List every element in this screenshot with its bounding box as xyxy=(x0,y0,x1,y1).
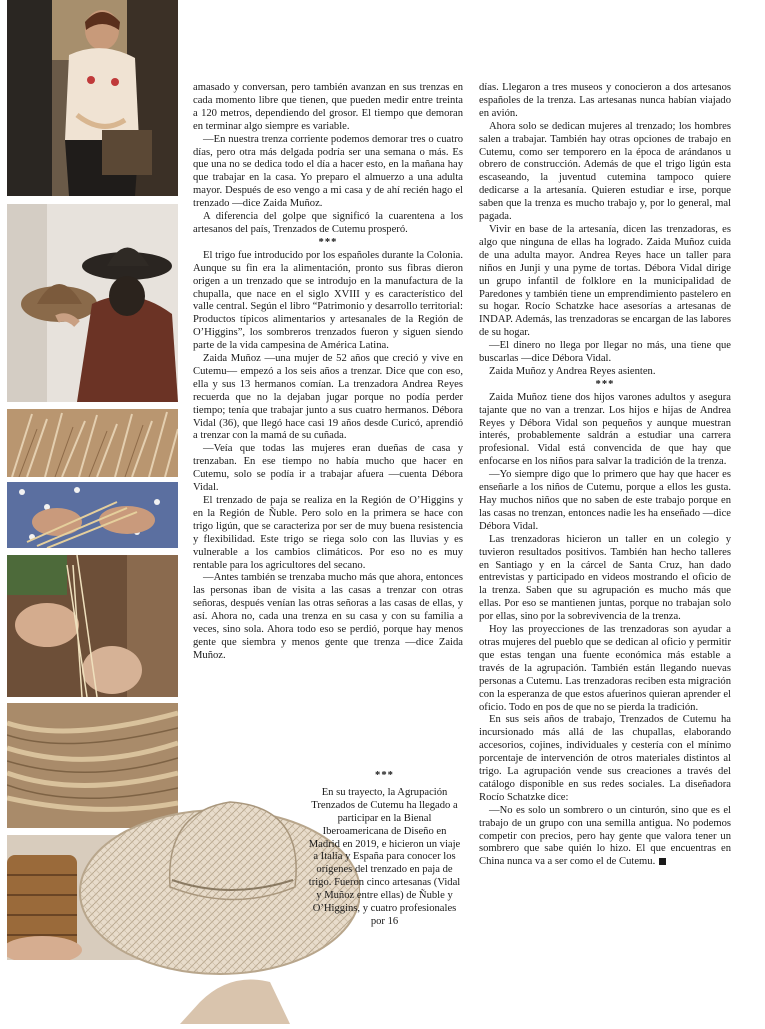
paragraph: —Veía que todas las mujeres eran dueñas de casa y trenzaban. En ese tiempo no había mucho que hacer en Cutemu, solo se podía ir a trabajar afuera —cuenta Débora Vidal. xyxy=(193,443,463,494)
paragraph: Zaida Muñoz tiene dos hijos varones adultos y asegura tajante que no van a trenzar. Los hijos e hijas de Andrea Reyes y Débora Vidal son pequeños y aunque muestran interés, probablemente saldrán a estudiar una carrera profesional. Vidal está convencida de que hay que enfocarse en los niños para salvar la tradición de la trenza. xyxy=(479,391,731,468)
paragraph: A diferencia del golpe que significó la cuarentena a los artesanos del país, Trenzados de Cutemu prosperó. xyxy=(193,211,463,235)
photo-hat-try-on xyxy=(7,204,178,402)
paragraph: —En nuestra trenza corriente podemos demorar tres o cuatro días, pero otra más delgada podría ser una semana o más. Es que una no se dedica todo el día a hacer esto, en la mañana hay que trabajar en la casa. Yo preparo el almuerzo a una adulta mayor. Después de eso vengo a mi casa y de ahí recién hago el trenzado —dice Zaida Muñoz. xyxy=(193,133,463,210)
photo-hands-holding-straw xyxy=(7,555,178,697)
end-of-article-mark xyxy=(659,858,666,865)
paragraph: El trenzado de paja se realiza en la Región de O’Higgins y en la Región de Ñuble. Pero solo en la primera se hace con trigo ligún, que se caracteriza por ser de muy buena resistencia y flexibilidad. Este trigo se riega solo con las lluvias y es vulnerable a los cambios climáticos. Por eso no es muy rentable para los agricultores del secano. xyxy=(193,495,463,571)
paragraph: —El dinero no llega por llegar no más, una tiene que buscarlas —dice Débora Vidal. xyxy=(479,340,731,365)
paragraph: —Yo siempre digo que lo primero que hay que hacer es enseñarle a los niños de Cutemu, porque a ellos les gusta. Hay muchos niños que no saben de este trabajo porque en las casas no trenzan, entonces nadie les ha enseñado —dice Débora Vidal. xyxy=(479,469,731,532)
paragraph: En sus seis años de trabajo, Trenzados de Cutemu ha incursionado más allá de las chupallas, elaborando accesorios, cojines, individuales y cestería con el mínimo porcentaje de intervención de otros materiales distintos al trigo. La agrupación vende sus creaciones a través del catálogo disponible en sus redes sociales. La diseñadora Rocío Schatzke dice: xyxy=(479,714,731,803)
section-separator: *** xyxy=(318,236,338,248)
paragraph: amasado y conversan, pero también avanzan en sus trenzas en cada momento libre que tienen, que pueden medir entre treinta a 120 metros, dependiendo del grosor. El tiempo que demoran en terminar algo siempre es variable. xyxy=(193,82,463,132)
paragraph: Zaida Muñoz —una mujer de 52 años que creció y vive en Cutemu— empezó a los seis años a trenzar. Dice que con eso, ella y sus 13 hermanos comían. La trenzadora Andrea Reyes recuerda que no la dejaban jugar porque no podía perder tiempo; tenía que trabajar junto a sus cuatro hermanos. Débora Vidal (36), que llegó hace casi 19 años desde Curicó, aprendió a trenzar con la mamá de su cuñada. xyxy=(193,353,463,442)
paragraph: En su trayecto, la Agrupación Trenzados de Cutemu ha llegado a participar en la Bienal Iberoamericana de Diseño en Madrid en 2019, e hicieron un viaje a Italia y España para conocer los orígenes del trenzado en paja de trigo. Fueron cinco artesanas (Vidal y Muñoz entre ellas) de Ñuble y O’Higgins, y cuatro profesionales por 16 xyxy=(308,786,461,927)
article-column-1 xyxy=(193,82,463,663)
paragraph-final xyxy=(479,805,731,870)
paragraph: Las trenzadoras hicieron un taller en un colegio y tuvieron resultados positivos. También han hecho talleres en Santiago y en la cárcel de Santa Cruz, han dado entrevistas y participado en videos mostrando el oficio de la trenza. Saben que su agrupación es mucho más que ellas. Por eso se mantienen juntas, porque no trabajan solo por ellas, sino por la sobrevivencia de la trenza. xyxy=(479,533,731,623)
paragraph: Ahora solo se dedican mujeres al trenzado; los hombres salen a trabajar. También hay otras opciones de trabajo en Cutemu, como ser temporero en la época de arándanos u obrero de construcción. Además de que el trigo ligún esta escaseando, la juventud cutemina tampoco quiere dedicarse a la artesanía. Quieren estudiar e irse, porque saben que la trenza es mucho trabajo y, por lo general, mal pagada. xyxy=(479,120,731,223)
paragraph: Hoy las proyecciones de las trenzadoras son ayudar a otras mujeres del pueblo que se dedican al oficio y permitir que estas tengan una fuente económica más estable a través de la agrupación. También están llegando nuevas personas a Cutemu. Las trenzadoras reciben esta migración con la esperanza de que estos afuerinos quieran aprender el oficio. Todo en pos de que no se pierda la tradición. xyxy=(479,624,731,713)
paragraph: El trigo fue introducido por los españoles durante la Colonia. Aunque su fin era la alimentación, pronto sus fibras dieron origen a un trenzado que se introdujo en la manufactura de la chupalla, que nace en el siglo XVIII y es característico del valle central. Según el libro “Patrimonio y desarrollo territorial: Productos típicos alimentarios y artesanales de la Región de O’Higgins”, los sombreros trenzados fueron y siguen siendo parte de la vida campesina de América Latina. xyxy=(193,249,463,352)
paragraph: días. Llegaron a tres museos y conocieron a dos artesanos españoles de la trenza. Las artesanas nunca habían viajado en avión. xyxy=(479,82,731,119)
section-separator: *** xyxy=(375,770,394,781)
photo-woman-braiding xyxy=(7,0,178,196)
paragraph-final-text: —No es solo un sombrero o un cinturón, sino que es el trabajo de un grupo con una semilla antigua. No podemos competir con precios, pero hay gente que valora tener un sombrero que sabe quién lo hizo. El que encuentras en China nunca va a ser como el de Cutemu. xyxy=(479,804,731,868)
section-separator: *** xyxy=(595,378,615,390)
article-column-2 xyxy=(479,82,731,869)
photo-wheat-field xyxy=(7,409,178,477)
paragraph: —Antes también se trenzaba mucho más que ahora, entonces las personas iban de visita a las casas a trenzar con otras señoras, después venían las otras señoras a las casas de ellas, y así. Ahora no, cada una trenza en su casa y con su familia a veces, sino sola. Ahora todo eso se perdió, porque hay menos gente que siembra y menos gente que trenza —dice Zaida Muñoz. xyxy=(193,572,463,661)
photo-hands-braiding-straw xyxy=(7,482,178,548)
paragraph: Vivir en base de la artesanía, dicen las trenzadoras, es algo que ninguna de ellas ha logrado. Zaida Muñoz cuida de una adulta mayor. Andrea Reyes hace un taller para niños en Junji y una pyme de tortas. Débora Vidal dirige un grupo infantil de folklore en la municipalidad de Paredones y también tiene un emprendimiento pastelero en su hogar. Rocío Schatzke hace asesorías a artesanas de INDAP. Además, las trenzadoras se encargan de las labores de su hogar. xyxy=(479,223,731,339)
article-column-hat-wrap xyxy=(306,770,463,929)
paragraph: Zaida Muñoz y Andrea Reyes asienten. xyxy=(489,365,656,377)
